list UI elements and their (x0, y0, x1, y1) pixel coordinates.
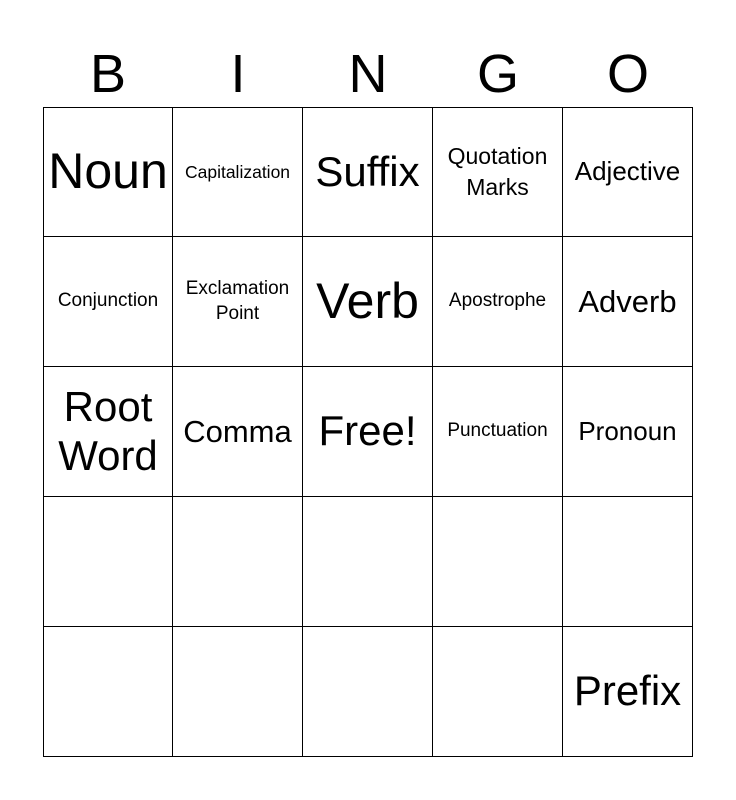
bingo-cell[interactable]: Verb (303, 237, 433, 367)
bingo-cell[interactable]: Root Word (43, 367, 173, 497)
bingo-cell[interactable]: Punctuation (433, 367, 563, 497)
bingo-cell[interactable]: Adjective (563, 107, 693, 237)
bingo-cell-empty[interactable] (173, 497, 303, 627)
bingo-cell[interactable]: Exclamation Point (173, 237, 303, 367)
header-letter-g: G (476, 44, 519, 104)
bingo-board (43, 107, 693, 757)
bingo-cell-empty[interactable] (433, 627, 563, 757)
bingo-cell-empty[interactable] (173, 627, 303, 757)
bingo-cell-empty[interactable] (303, 497, 433, 627)
bingo-header (43, 40, 693, 108)
header-letter-o: O (606, 44, 649, 104)
bingo-cell[interactable]: Prefix (563, 627, 693, 757)
header-letter-n: N (348, 44, 388, 104)
header-letter-b: B (89, 44, 127, 104)
bingo-cell[interactable]: Capitalization (173, 107, 303, 237)
bingo-cell[interactable]: Pronoun (563, 367, 693, 497)
bingo-cell[interactable]: Quotation Marks (433, 107, 563, 237)
bingo-cell-empty[interactable] (563, 497, 693, 627)
bingo-cell-empty[interactable] (433, 497, 563, 627)
header-letter-i: I (230, 44, 246, 104)
bingo-cell[interactable]: Comma (173, 367, 303, 497)
free-space-cell[interactable]: Free! (303, 367, 433, 497)
bingo-cell-empty[interactable] (43, 497, 173, 627)
bingo-cell[interactable]: Conjunction (43, 237, 173, 367)
bingo-cell-empty[interactable] (43, 627, 173, 757)
bingo-cell[interactable]: Suffix (303, 107, 433, 237)
bingo-cell[interactable]: Adverb (563, 237, 693, 367)
bingo-cell[interactable]: Noun (43, 107, 173, 237)
bingo-cell[interactable]: Apostrophe (433, 237, 563, 367)
bingo-cell-empty[interactable] (303, 627, 433, 757)
